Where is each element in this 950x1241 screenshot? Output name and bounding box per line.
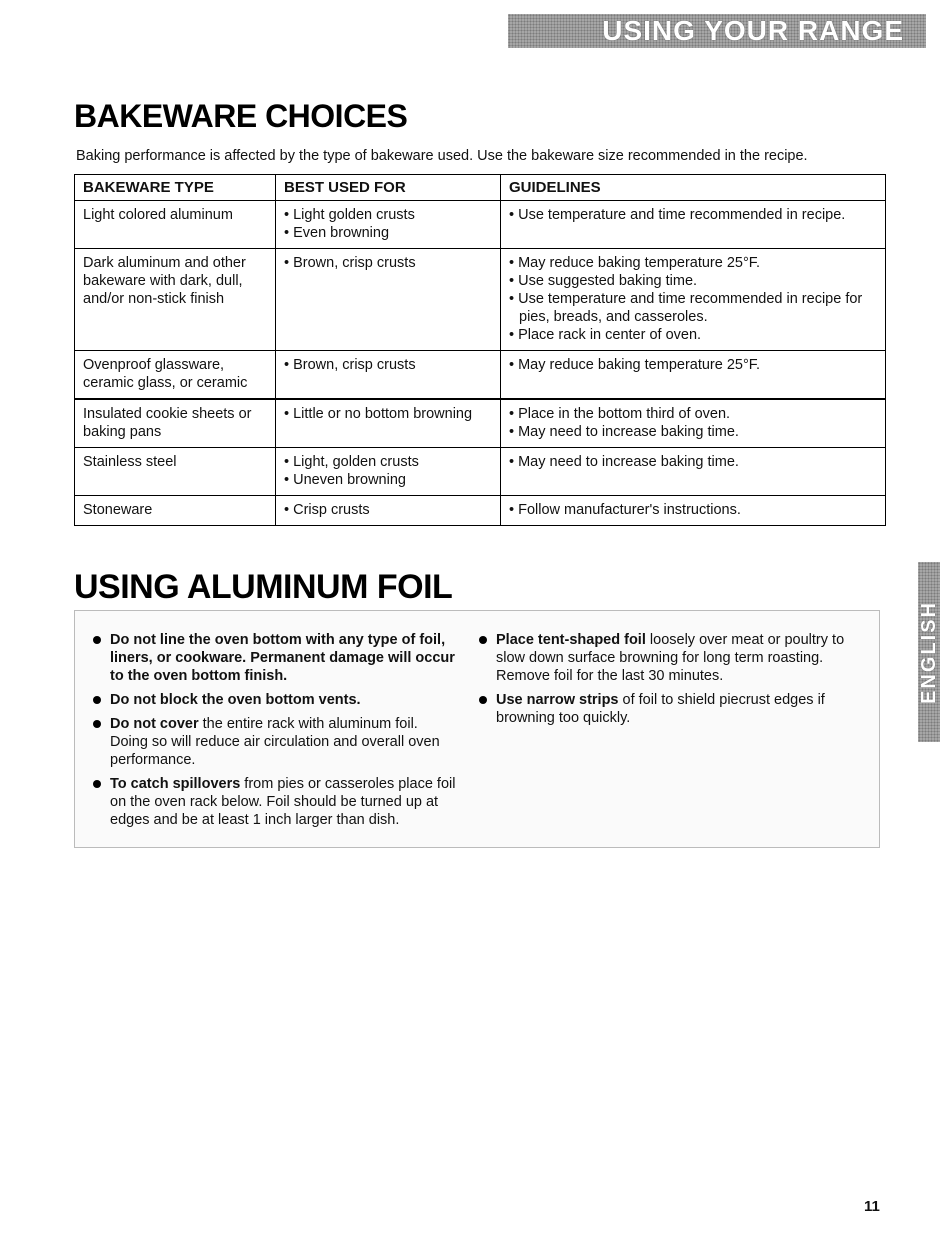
foil-tip-item [479,691,859,727]
foil-tip-item [93,715,458,769]
cell-text: Light colored aluminum [83,207,233,223]
guidelines-cell [501,496,886,526]
bullet-line: • Place in the bottom third of oven. [509,406,731,422]
cell-text: Insulated cookie sheets or baking pans [83,406,252,440]
bullet-line: • Use temperature and time recommended in recipe. [509,207,846,223]
guidelines-cell [501,399,886,448]
cell-text: Stoneware [83,502,153,518]
bakeware-type-cell [75,201,276,249]
cell-text: Ovenproof glassware, ceramic glass, or ceramic [83,357,248,391]
foil-tip-item [93,631,458,685]
bullet-line: • Uneven browning [284,472,406,488]
foil-tip-text: from pies or casseroles place foil on the oven rack below. Foil should be turned up at edges and be at least 1 inch larger than dish. [110,776,456,828]
best-used-for-cell [276,249,501,351]
foil-tip-bold: Use narrow strips [496,692,619,708]
foil-tip-text: loosely over meat or poultry to slow down surface browning for long term roasting. Remove foil for the last 30 minutes. [496,632,845,684]
foil-tips-right-column [479,631,859,733]
foil-tips-left-column [93,631,458,835]
bullet-dot-icon [479,636,487,644]
bullet-line: • May reduce baking temperature 25°F. [509,357,761,373]
bakeware-title: BAKEWARE CHOICES [74,98,408,134]
foil-tip-bold: Do not line the oven bottom with any type of foil, liners, or cookware. Permanent damage will occur to the oven bottom finish. [110,632,455,684]
language-side-tab-text: ENGLISH [917,600,940,704]
bullet-line: • Brown, crisp crusts [284,255,416,271]
cell-text: Stainless steel [83,454,177,470]
guidelines-cell [501,351,886,400]
bullet-line: • Use suggested baking time. [509,273,698,289]
bullet-dot-icon [479,696,487,704]
bullet-line: • May need to increase baking time. [509,424,739,440]
best-used-for-cell [276,399,501,448]
table-row [75,448,886,496]
bakeware-type-cell [75,399,276,448]
foil-tip-item [93,775,458,829]
best-used-for-cell [276,201,501,249]
bullet-line: • Brown, crisp crusts [284,357,416,373]
bullet-line: • Light golden crusts [284,207,415,223]
foil-tip-bold: To catch spillovers [110,776,241,792]
bullet-line: • May reduce baking temperature 25°F. [509,255,761,271]
foil-tip-bold: Do not block the oven bottom vents. [110,692,361,708]
bullet-dot-icon [93,720,101,728]
bullet-line: • Crisp crusts [284,502,370,518]
column-header: BEST USED FOR [276,175,501,201]
foil-tips-box [74,610,880,848]
foil-tip-text: of foil to shield piecrust edges if browning too quickly. [496,692,825,726]
bullet-line: • Light, golden crusts [284,454,419,470]
column-header: GUIDELINES [501,175,886,201]
guidelines-cell [501,448,886,496]
best-used-for-cell [276,496,501,526]
foil-tip-item [479,631,859,685]
section-banner-text: USING YOUR RANGE [602,15,904,46]
bullet-line: • Follow manufacturer's instructions. [509,502,741,518]
bakeware-intro: Baking performance is affected by the type of bakeware used. Use the bakeware size recommended in the recipe. [76,148,808,164]
table-body [75,201,886,526]
foil-tip-item [93,691,458,709]
bakeware-type-cell [75,249,276,351]
foil-tip-bold: Place tent-shaped foil [496,632,646,648]
table-row [75,351,886,400]
foil-tip-bold: Do not cover [110,716,199,732]
bullet-dot-icon [93,780,101,788]
table-row [75,496,886,526]
table-row [75,399,886,448]
bullet-line: • Use temperature and time recommended in recipe for pies, breads, and casseroles. [509,291,863,325]
page-number: 11 [864,1198,880,1215]
table-row [75,249,886,351]
bullet-line: • Place rack in center of oven. [509,327,702,343]
bullet-line: • Little or no bottom browning [284,406,473,422]
guidelines-cell [501,201,886,249]
bullet-dot-icon [93,636,101,644]
guidelines-cell [501,249,886,351]
bakeware-type-cell [75,351,276,400]
language-side-tab [918,562,940,742]
best-used-for-cell [276,448,501,496]
cell-text: Dark aluminum and other bakeware with dark, dull, and/or non-stick finish [83,255,246,307]
bullet-line: • Even browning [284,225,390,241]
bakeware-table [74,174,886,526]
bullet-line: • May need to increase baking time. [509,454,739,470]
bakeware-type-cell [75,448,276,496]
foil-title: USING ALUMINUM FOIL [74,568,453,606]
best-used-for-cell [276,351,501,400]
column-header: BAKEWARE TYPE [75,175,276,201]
bakeware-type-cell [75,496,276,526]
foil-tip-text: the entire rack with aluminum foil. Doing so will reduce air circulation and overall oven performance. [110,716,440,768]
table-header-row [75,175,886,201]
bullet-dot-icon [93,696,101,704]
table-row [75,201,886,249]
section-banner [508,14,926,48]
